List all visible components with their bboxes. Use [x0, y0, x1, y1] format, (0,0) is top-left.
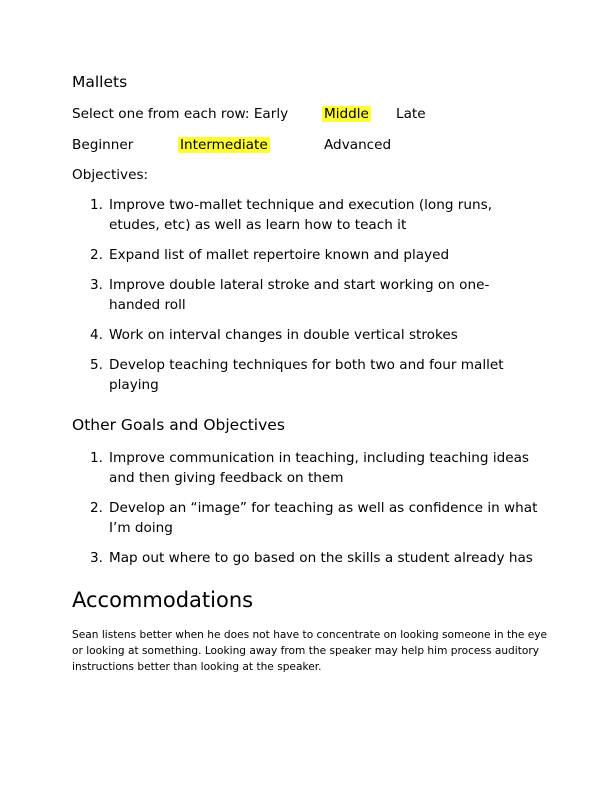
- option-middle-highlight: Middle: [324, 106, 369, 122]
- list-item: [90, 325, 538, 345]
- list-number: 2.: [90, 247, 103, 263]
- list-item-text: Improve two-mallet technique and execution (long runs, etudes, etc) as well as learn how to teach it: [109, 197, 493, 233]
- list-number: 1.: [90, 450, 103, 466]
- list-number: 3.: [90, 550, 103, 566]
- list-item: [90, 245, 538, 265]
- list-number: 1.: [90, 197, 103, 213]
- list-item-text: Develop teaching techniques for both two and four mallet playing: [109, 357, 504, 393]
- other-goals-heading: Other Goals and Objectives: [72, 416, 285, 434]
- list-item: [90, 498, 550, 538]
- list-item-text: Improve communication in teaching, including teaching ideas and then giving feedback on them: [109, 450, 530, 486]
- option-middle: [324, 106, 371, 122]
- list-item: [90, 355, 538, 395]
- list-number: 2.: [90, 500, 103, 516]
- option-beginner: Beginner: [72, 137, 134, 153]
- option-advanced: Advanced: [324, 137, 392, 153]
- other-goals-list: [90, 448, 550, 578]
- list-item-text: Develop an “image” for teaching as well as confidence in what I’m doing: [109, 500, 538, 536]
- objectives-label: Objectives:: [72, 167, 149, 183]
- list-number: 5.: [90, 357, 103, 373]
- list-item-text: Map out where to go based on the skills a student already has: [109, 550, 533, 566]
- list-item: [90, 448, 550, 488]
- list-number: 3.: [90, 277, 103, 293]
- accommodations-body: Sean listens better when he does not have to concentrate on looking someone in the eye or looking at something. Looking away from the speaker may help him process auditory instructions better than looking at the speaker.: [72, 629, 548, 673]
- list-item-text: Improve double lateral stroke and start working on one-handed roll: [109, 277, 490, 313]
- list-item: [90, 195, 538, 235]
- accommodations-heading: Accommodations: [72, 588, 254, 612]
- mallets-heading: Mallets: [72, 73, 128, 91]
- list-item-text: Work on interval changes in double vertical strokes: [109, 327, 458, 343]
- list-item: [90, 548, 550, 568]
- objectives-list: [90, 195, 538, 405]
- list-item-text: Expand list of mallet repertoire known and played: [109, 247, 450, 263]
- option-intermediate: [180, 137, 270, 153]
- select-prompt: Select one from each row: Early: [72, 106, 289, 122]
- list-item: [90, 275, 538, 315]
- list-number: 4.: [90, 327, 103, 343]
- option-late: Late: [396, 106, 426, 122]
- option-intermediate-highlight: Intermediate: [180, 137, 268, 153]
